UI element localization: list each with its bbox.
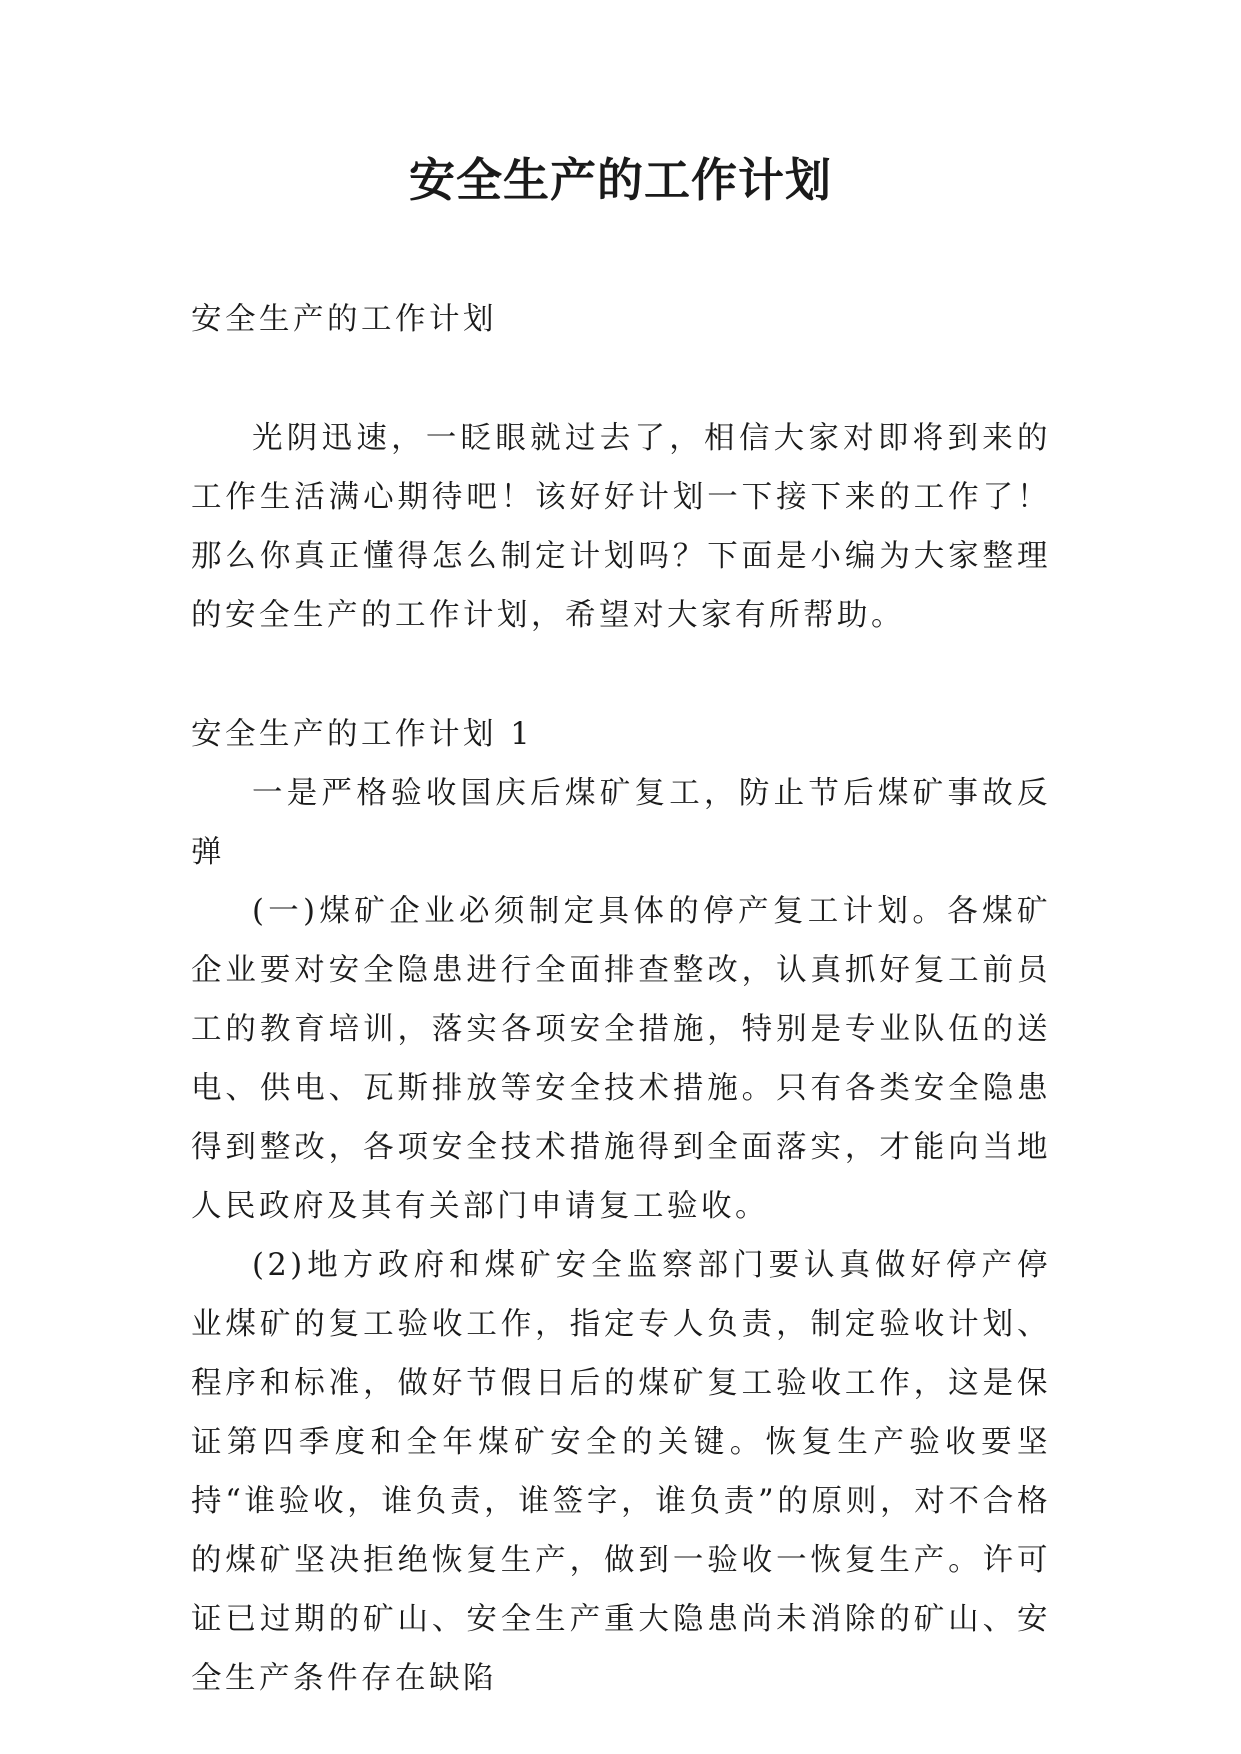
document-title: 安全生产的工作计划	[409, 153, 832, 207]
body-paragraph-1: (一)煤矿企业必须制定具体的停产复工计划。各煤矿企业要对安全隐患进行全面排查整改，认真抓好复工前员工的教育培训，落实各项安全措施，特别是专业队伍的送电、供电、瓦斯排放等安全技术措施。只有各类安全隐患得到整改，各项安全技术措施得到全面落实，才能向当地人民政府及其有关部门申请复工验收。	[191, 894, 1051, 1224]
section-title: 安全生产的工作计划 1	[191, 717, 534, 752]
intro-paragraph: 光阴迅速，一眨眼就过去了，相信大家对即将到来的工作生活满心期待吧！该好好计划一下接下来的工作了！那么你真正懂得怎么制定计划吗？下面是小编为大家整理的安全生产的工作计划，希望对大家有所帮助。	[191, 421, 1051, 633]
document-body	[191, 290, 1051, 1708]
body-paragraph-2: (2)地方政府和煤矿安全监察部门要认真做好停产停业煤矿的复工验收工作，指定专人负责，制定验收计划、程序和标准，做好节假日后的煤矿复工验收工作，这是保证第四季度和全年煤矿安全的关键。恢复生产验收要坚持“谁验收，谁负责，谁签字，谁负责”的原则，对不合格的煤矿坚决拒绝恢复生产，做到一验收一恢复生产。许可证已过期的矿山、安全生产重大隐患尚未消除的矿山、安全生产条件存在缺陷	[191, 1248, 1051, 1696]
document-subtitle: 安全生产的工作计划	[191, 302, 497, 337]
section-heading: 一是严格验收国庆后煤矿复工，防止节后煤矿事故反弹	[191, 776, 1051, 870]
